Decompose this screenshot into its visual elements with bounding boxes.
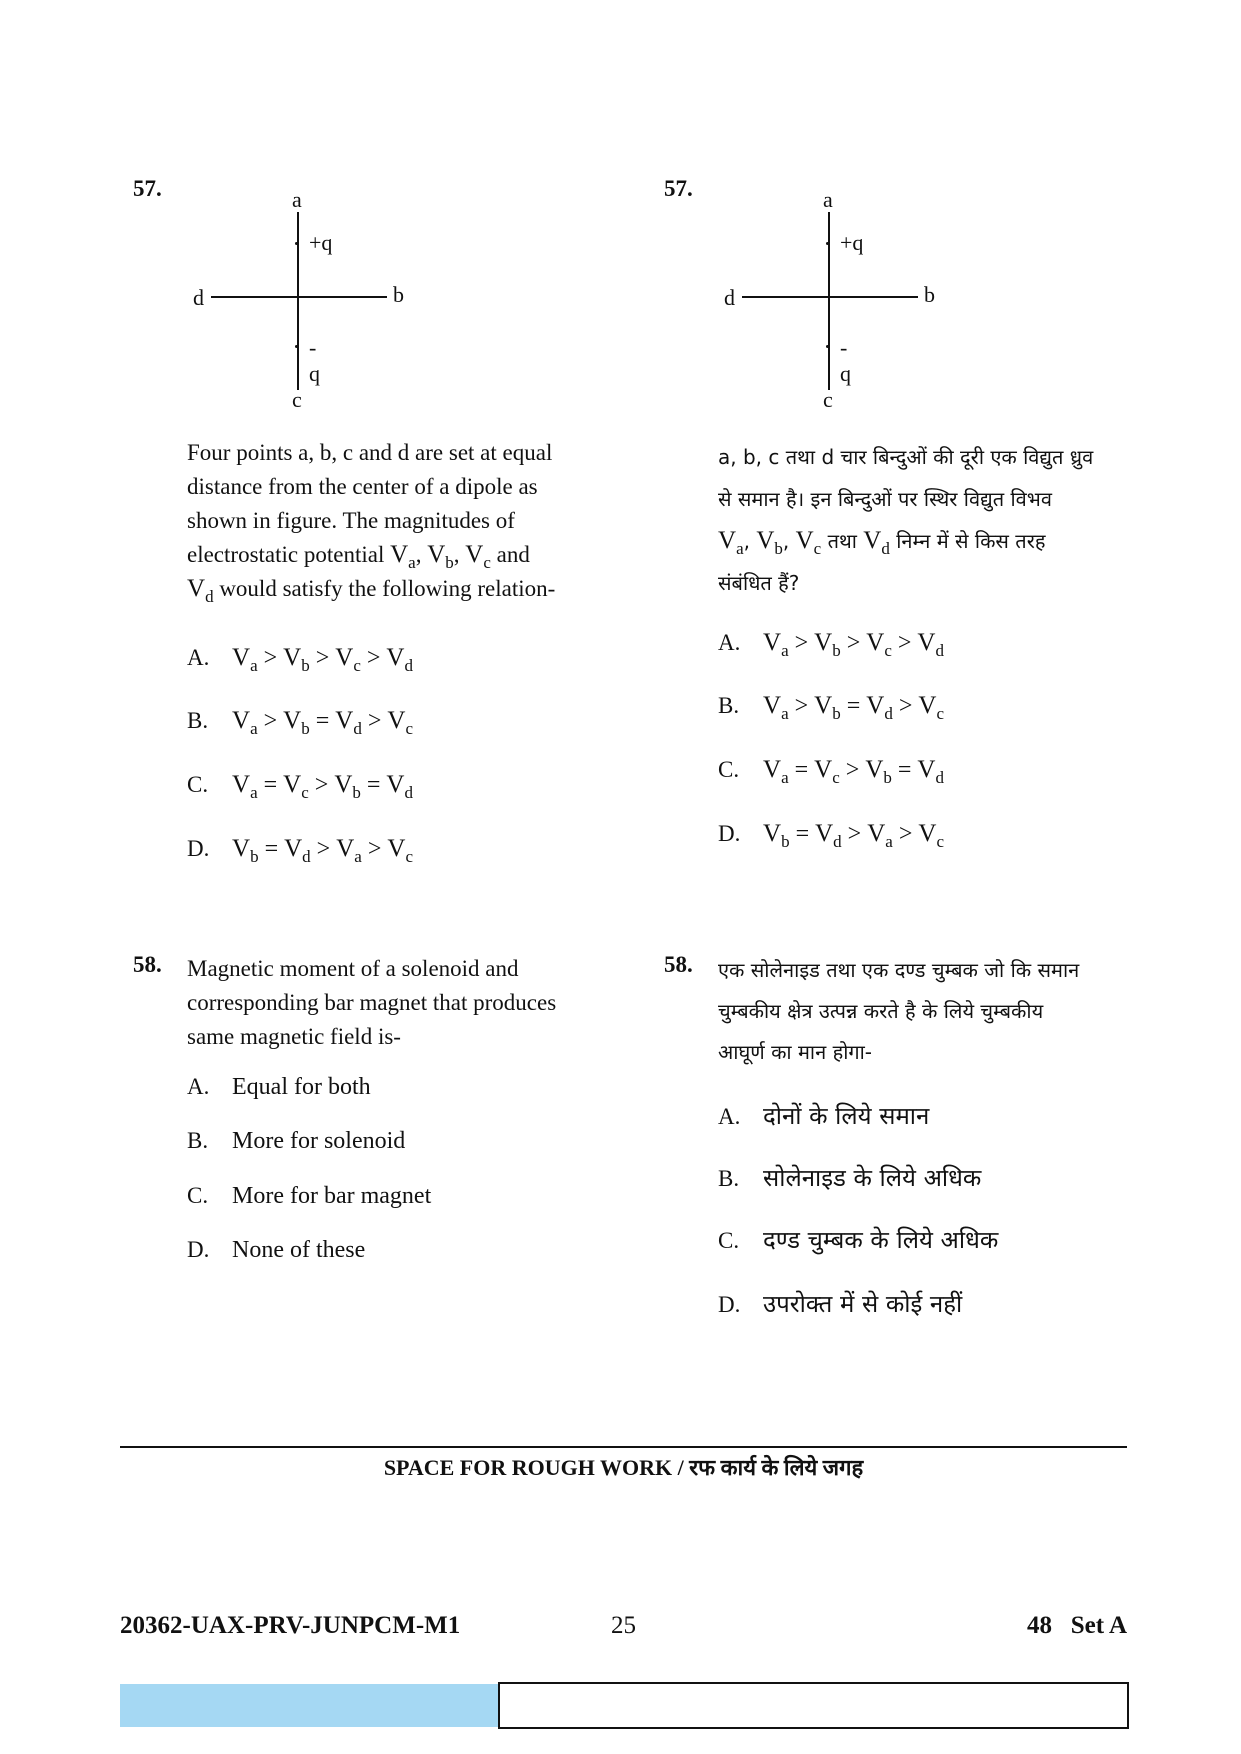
option-d [718, 1287, 962, 1320]
question-text-hindi [718, 950, 1079, 1073]
math-symbol: $V_b$ [814, 629, 841, 660]
math-symbol: $V_d$ [386, 771, 413, 802]
option-label: C. [718, 1228, 740, 1253]
option-c [718, 756, 944, 787]
set-label: 48 Set A [1027, 1612, 1127, 1639]
text-line: shown in figure. The magnitudes of [187, 508, 515, 533]
option-text: दण्ड चुम्बक के लिये अधिक [763, 1226, 999, 1254]
charge-plus: +q [840, 230, 864, 255]
option-c [187, 771, 413, 802]
option-text: $V_b = V_d > V_a > V_c$ [232, 835, 413, 866]
option-label: A. [187, 1074, 210, 1099]
option-label: B. [187, 708, 209, 733]
point-c: c [823, 387, 833, 412]
question-number: 57. [133, 176, 162, 201]
blank-box [498, 1682, 1129, 1729]
option-text: दोनों के लिये समान [763, 1102, 930, 1130]
point-d: d [724, 285, 735, 310]
option-a [187, 1074, 371, 1101]
math-symbol: $V_a$ [763, 629, 789, 660]
math-symbol: $V_d$ [187, 575, 214, 606]
option-d [718, 820, 944, 851]
math-symbol: $V_b$ [283, 707, 310, 738]
text-line: $V_a$, $V_b$, $V_c$ तथा $V_d$ निम्न में से किस तरह [718, 527, 1046, 558]
math-symbol: $V_c$ [918, 820, 944, 851]
text-line: $V_d$ would satisfy the following relation- [187, 575, 556, 606]
question-number: 57. [664, 176, 693, 201]
text-line: same magnetic field is- [187, 1024, 401, 1049]
option-label: D. [718, 1292, 741, 1317]
paper-code: 20362-UAX-PRV-JUNPCM-M1 [120, 1612, 461, 1639]
math-symbol: $V_c$ [866, 629, 892, 660]
math-symbol: $V_a$ [763, 756, 789, 787]
text-line: आघूर्ण का मान होगा- [718, 1040, 873, 1064]
divider [120, 1446, 1127, 1448]
option-label: D. [187, 1237, 210, 1262]
math-symbol: $V_a$ [232, 771, 258, 802]
option-label: C. [187, 1183, 209, 1208]
option-text: $V_a > V_b = V_d > V_c$ [232, 707, 413, 738]
page-number: 25 [611, 1612, 636, 1639]
option-text: उपरोक्त में से कोई नहीं [763, 1290, 963, 1318]
question-text [187, 436, 555, 606]
option-b [187, 1128, 405, 1155]
option-b [718, 692, 944, 723]
math-symbol: $V_c$ [814, 756, 840, 787]
math-symbol: $V_c$ [465, 541, 491, 572]
question-text [187, 952, 556, 1054]
math-symbol: $V_d$ [866, 692, 893, 723]
option-c [187, 1183, 431, 1210]
option-text: More for bar magnet [232, 1183, 432, 1209]
option-a [187, 644, 413, 675]
math-symbol: $V_c$ [795, 527, 822, 558]
option-d [187, 835, 413, 866]
option-text: Equal for both [232, 1074, 371, 1100]
point-a: a [823, 187, 833, 212]
math-symbol: $V_d$ [386, 644, 413, 675]
option-text: सोलेनाइड के लिये अधिक [763, 1164, 982, 1192]
option-a [718, 629, 944, 660]
option-a [718, 1099, 929, 1132]
charge-minus: -q [840, 335, 851, 386]
text-line: से समान है। इन बिन्दुओं पर स्थिर विद्युत विभव [718, 487, 1052, 511]
math-symbol: $V_a$ [718, 527, 744, 558]
math-symbol: $V_c$ [918, 692, 944, 723]
option-label: C. [718, 757, 740, 782]
point-b: b [924, 282, 935, 307]
option-b [187, 707, 413, 738]
text-line: संबंधित हैं? [718, 571, 800, 595]
option-text: $V_b = V_d > V_a > V_c$ [763, 820, 944, 851]
math-symbol: $V_b$ [427, 541, 454, 572]
text-line: Magnetic moment of a solenoid and [187, 956, 519, 981]
option-label: A. [187, 645, 210, 670]
charge-plus: +q [309, 230, 333, 255]
text-line: corresponding bar magnet that produces [187, 990, 557, 1015]
point-b: b [393, 282, 404, 307]
math-symbol: $V_b$ [865, 756, 892, 787]
charge-minus: -q [309, 335, 320, 386]
option-text: $V_a = V_c > V_b = V_d$ [763, 756, 944, 787]
option-label: D. [187, 836, 210, 861]
question-number: 58. [133, 952, 162, 977]
option-label: A. [718, 630, 741, 655]
text-line: Four points a, b, c and d are set at equal [187, 440, 553, 465]
math-symbol: $V_c$ [335, 644, 361, 675]
option-text: $V_a > V_b > V_c > V_d$ [232, 644, 413, 675]
math-symbol: $V_d$ [917, 629, 944, 660]
math-symbol: $V_a$ [232, 707, 258, 738]
point-d: d [193, 285, 204, 310]
option-text: $V_a > V_b > V_c > V_d$ [763, 629, 944, 660]
point-a: a [292, 187, 302, 212]
math-symbol: $V_b$ [814, 692, 841, 723]
text-line: चुम्बकीय क्षेत्र उत्पन्न करते है के लिये चुम्बकीय [718, 999, 1044, 1023]
math-symbol: $V_a$ [867, 820, 893, 851]
option-text: More for solenoid [232, 1128, 406, 1154]
math-symbol: $V_a$ [763, 692, 789, 723]
math-symbol: $V_d$ [335, 707, 362, 738]
math-symbol: $V_c$ [283, 771, 309, 802]
text-line: एक सोलेनाइड तथा एक दण्ड चुम्बक जो कि समान [718, 958, 1080, 982]
color-bar [120, 1684, 498, 1727]
option-d [187, 1237, 365, 1264]
text-line: electrostatic potential $V_a$, $V_b$, $V_c$ and [187, 541, 530, 572]
rough-work-label: SPACE FOR ROUGH WORK / रफ कार्य के लिये जगह [383, 1455, 864, 1480]
math-symbol: $V_d$ [284, 835, 311, 866]
point-c: c [292, 387, 302, 412]
math-symbol: $V_d$ [815, 820, 842, 851]
option-label: D. [718, 821, 741, 846]
option-label: A. [718, 1104, 741, 1129]
option-text: $V_a > V_b = V_d > V_c$ [763, 692, 944, 723]
option-text: None of these [232, 1237, 366, 1263]
math-symbol: $V_b$ [756, 527, 783, 558]
option-label: B. [718, 1166, 740, 1191]
math-symbol: $V_d$ [917, 756, 944, 787]
math-symbol: $V_b$ [283, 644, 310, 675]
text-line: a, b, c तथा d चार बिन्दुओं की दूरी एक विद्युत ध्रुव [718, 445, 1094, 469]
question-number: 58. [664, 952, 693, 977]
math-symbol: $V_a$ [390, 541, 416, 572]
math-symbol: $V_d$ [863, 527, 890, 558]
math-symbol: $V_b$ [232, 835, 259, 866]
option-b [718, 1161, 981, 1194]
option-c [718, 1223, 998, 1256]
math-symbol: $V_a$ [336, 835, 362, 866]
text-line: distance from the center of a dipole as [187, 474, 538, 499]
math-symbol: $V_c$ [387, 835, 413, 866]
math-symbol: $V_b$ [763, 820, 790, 851]
math-symbol: $V_a$ [232, 644, 258, 675]
option-text: $V_a = V_c > V_b = V_d$ [232, 771, 413, 802]
option-label: C. [187, 772, 209, 797]
math-symbol: $V_c$ [387, 707, 413, 738]
option-label: B. [718, 693, 740, 718]
math-symbol: $V_b$ [334, 771, 361, 802]
option-label: B. [187, 1128, 209, 1153]
question-text-hindi [718, 436, 1093, 604]
